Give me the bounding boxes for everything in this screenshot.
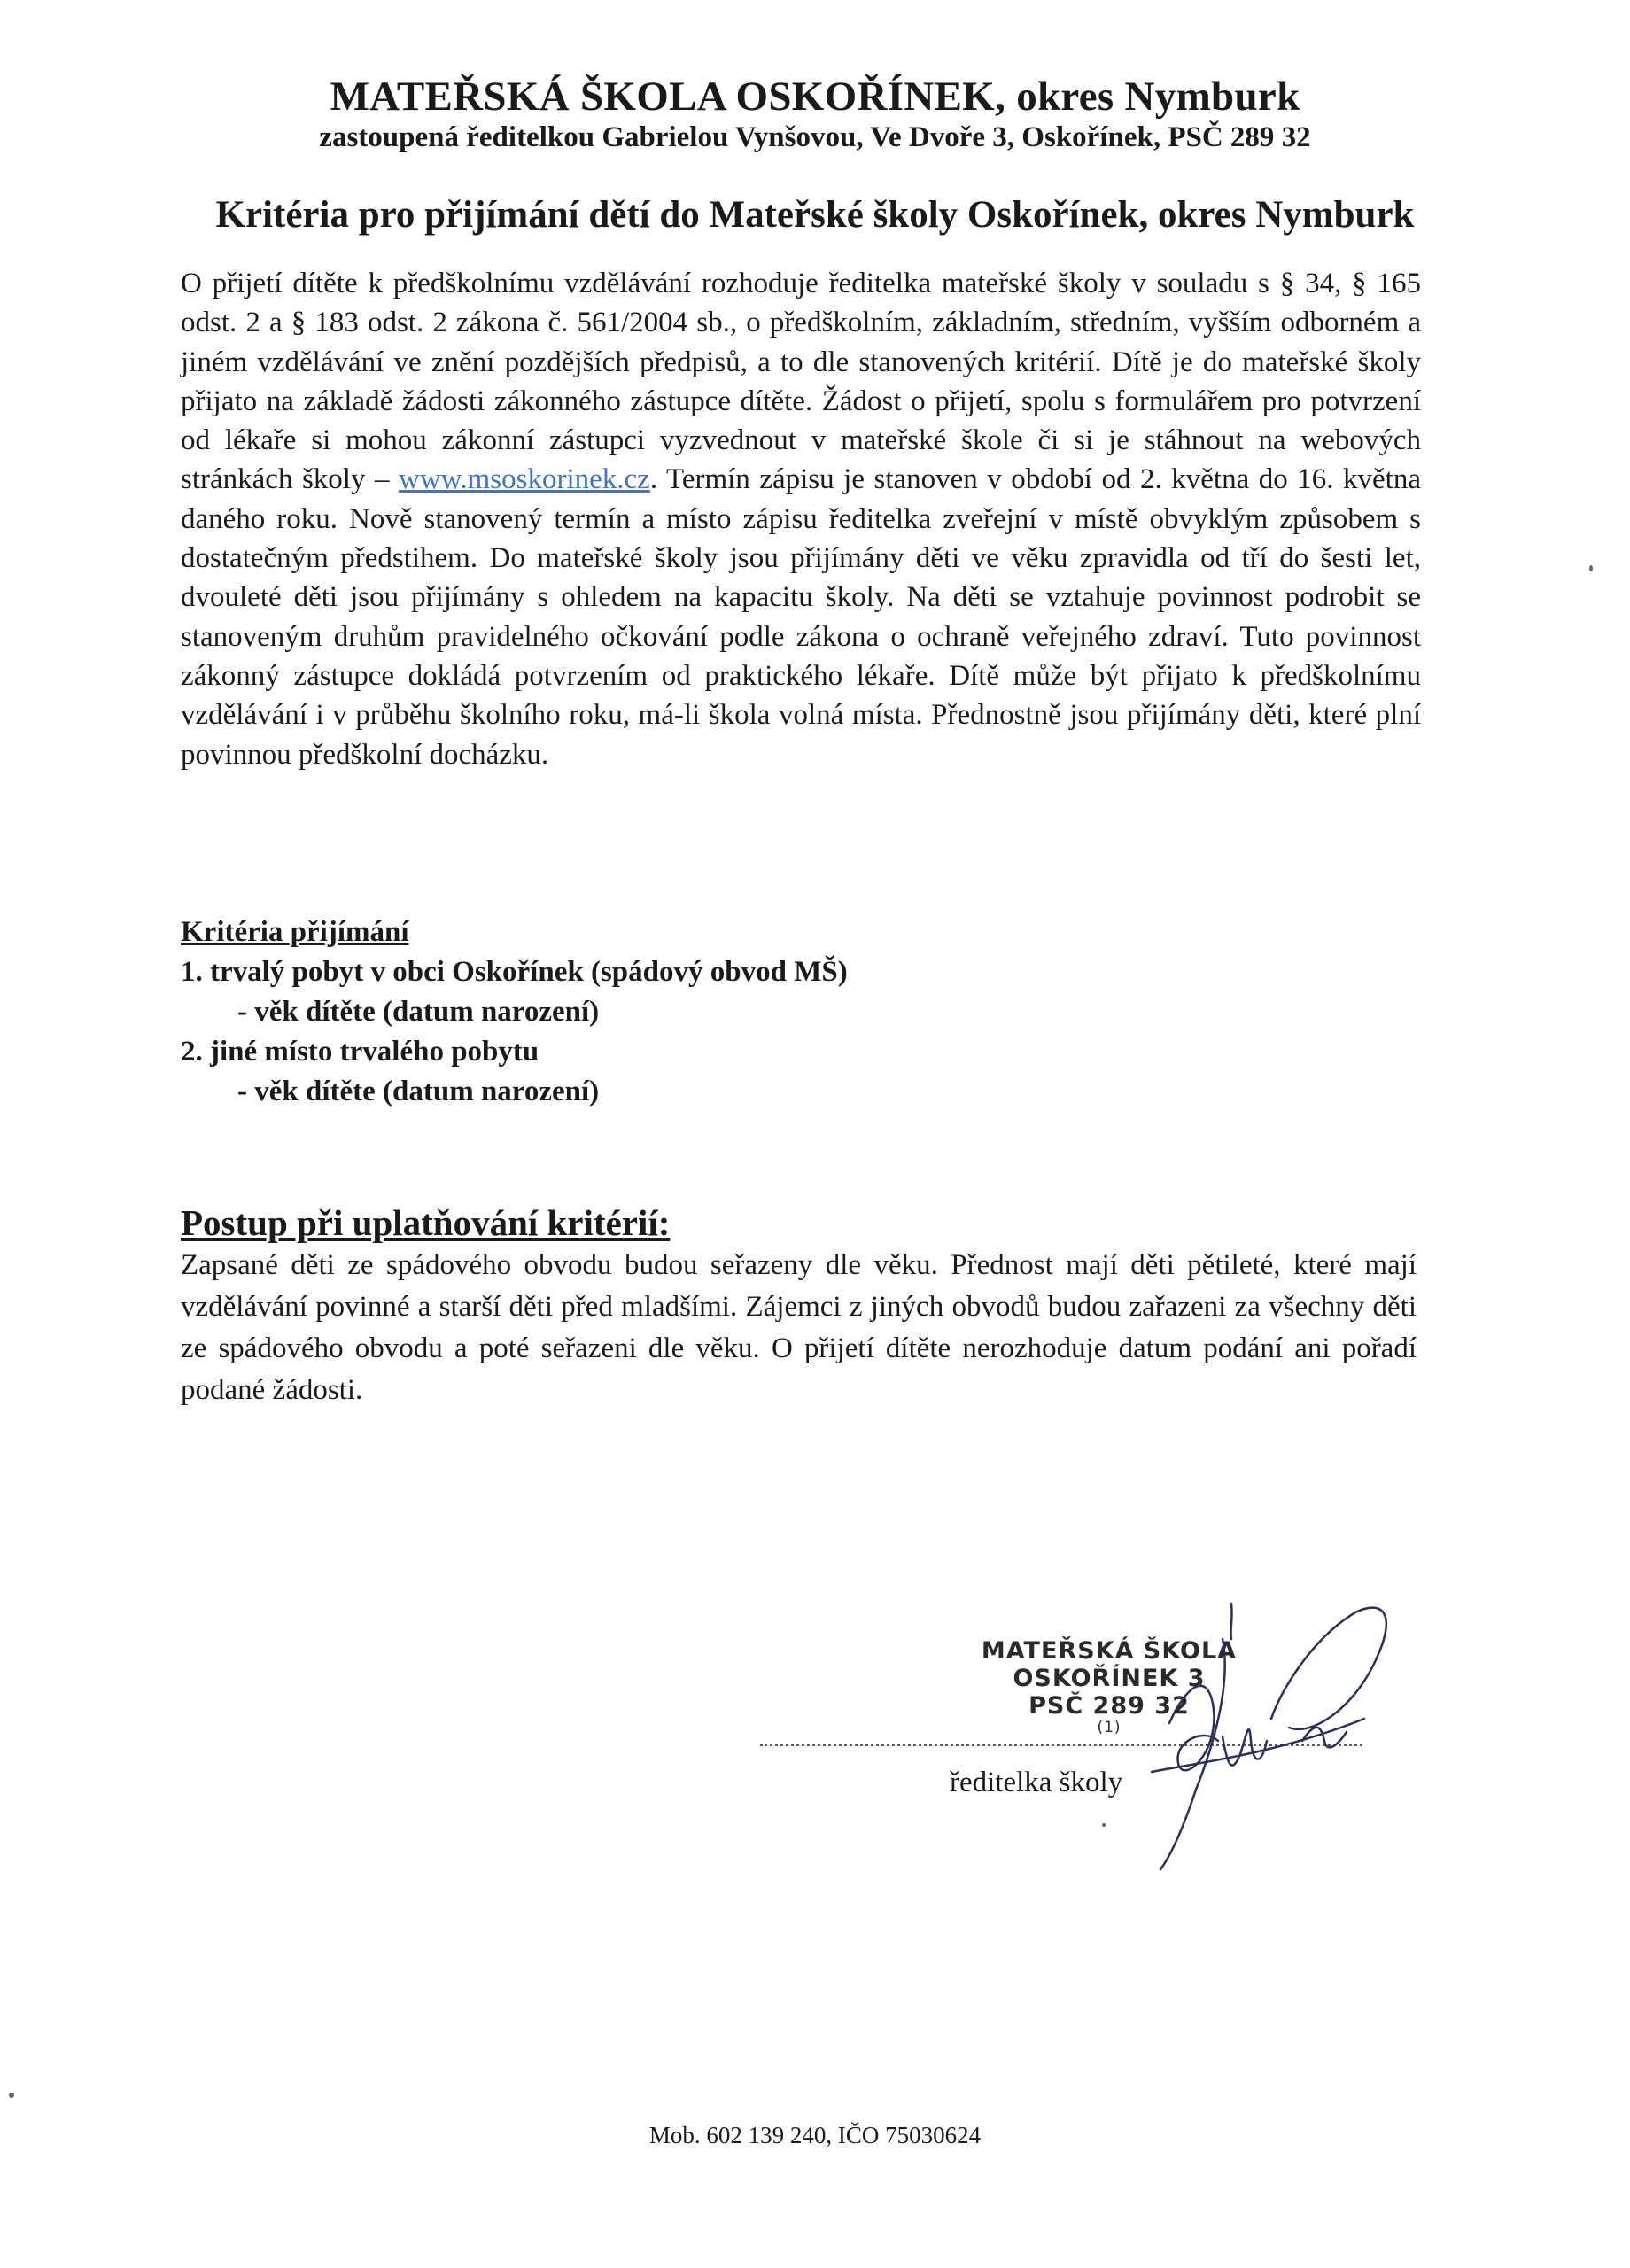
criteria-item-2: 2. jiné místo trvalého pobytu: [181, 1036, 539, 1068]
criteria-section: [181, 913, 1244, 1112]
stamp-line-1: MATEŘSKÁ ŠKOLA: [981, 1637, 1238, 1665]
procedure-paragraph: Zapsané děti ze spádového obvodu budou seřazeny dle věku. Přednost mají děti pětileté, které mají vzdělávání povinné a starší děti před mladšími. Zájemci z jiných obvodů budou zařazeni za všechny děti ze spádového obvodu a poté seřazeni dle věku. O přijetí dítěte nerozhoduje datum podání ani pořadí podané žádosti.: [181, 1249, 1417, 1406]
intro-text-part2: . Termín zápisu je stanoven v období od 2. května do 16. května daného roku. Nově stanovený termín a místo zápisu ředitelka zveřejní v místě obvyklým způsobem s dostatečným předstihem. Do mateřské školy jsou přijímány děti ve věku zpravidla od tří do šesti let, dvouleté děti jsou přijímány s ohledem na kapacitu školy. Na děti se vztahuje povinnost podrobit se stanoveným druhům pravidelného očkování podle zákona o ochraně veřejného zdraví. Tuto povinnost zákonný zástupce dokládá potvrzením od praktického lékaře. Dítě může být přijato k předškolnímu vzdělávání i v průběhu školního roku, má-li škola volná místa. Přednostně jsou přijímány děti, které plní povinnou předškolní docházku.: [181, 463, 1421, 771]
signature-role-label: ředitelka školy: [950, 1767, 1123, 1798]
intro-text-part1: O přijetí dítěte k předškolnímu vzdělávání rozhoduje ředitelka mateřské školy v souladu s § 34, § 165 odst. 2 a § 183 odst. 2 zákona č. 561/2004 sb., o předškolním, základním, středním, vyšším odborném a jiném vzdělávání ve znění pozdějších předpisů, a to dle stanovených kritérií. Dítě je do mateřské školy přijato na základě žádosti zákonného zástupce dítěte. Žádost o přijetí, spolu s formulářem pro potvrzení od lékaře si mohou zákonní zástupci vyzvednout v mateřské škole či si je stáhnout na webových stránkách školy –: [181, 268, 1421, 496]
scan-speck: [1589, 565, 1593, 571]
criteria-heading: Kritéria přijímání: [181, 916, 409, 948]
intro-paragraph: [181, 264, 1421, 774]
stamp-line-3: PSČ 289 32: [1028, 1692, 1190, 1720]
school-representative-line: zastoupená ředitelkou Gabrielou Vynšovou, Ve Dvoře 3, Oskořínek, PSČ 289 32: [319, 121, 1311, 153]
scan-speck: [9, 2093, 14, 2098]
criteria-item-1: 1. trvalý pobyt v obci Oskořínek (spádový obvod MŠ): [181, 956, 848, 988]
stamp-line-4: (1): [1097, 1719, 1122, 1736]
procedure-heading: Postup při uplatňování kritérií:: [181, 1202, 671, 1243]
footer-contact: Mob. 602 139 240, IČO 75030624: [648, 2122, 982, 2148]
school-name-heading: MATEŘSKÁ ŠKOLA OSKOŘÍNEK, okres Nymburk: [330, 74, 1300, 120]
website-link[interactable]: www.msoskorinek.cz: [399, 463, 650, 496]
criteria-item-2-sub: - věk dítěte (datum narození): [237, 1076, 600, 1107]
stamp-line-2: OSKOŘÍNEK 3: [1013, 1665, 1206, 1692]
handwritten-signature: [1098, 1586, 1435, 1878]
scan-speck: [1102, 1823, 1106, 1827]
document-title: Kritéria pro přijímání dětí do Mateřské školy Oskořínek, okres Nymburk: [215, 194, 1415, 236]
criteria-item-1-sub: - věk dítěte (datum narození): [237, 996, 600, 1028]
